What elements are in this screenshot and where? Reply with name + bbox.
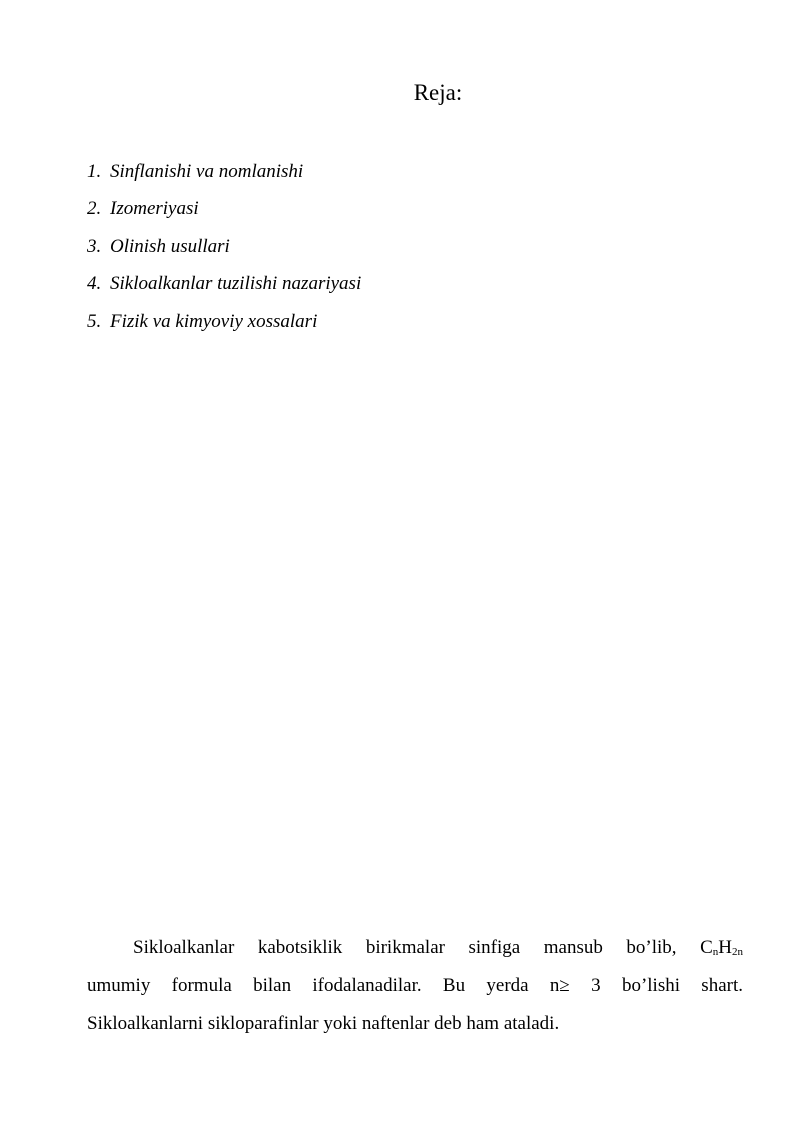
intro-line-1 bbox=[87, 929, 743, 967]
plan-item bbox=[87, 190, 361, 227]
plan-item-number: 3. bbox=[87, 235, 102, 257]
plan-item bbox=[87, 265, 361, 302]
page-title: Reja: bbox=[413, 80, 463, 105]
plan-item-text: Izomeriyasi bbox=[110, 198, 199, 220]
intro-paragraph bbox=[87, 929, 743, 1043]
plan-item-number: 1. bbox=[87, 161, 102, 182]
plan-item-text: Sinflanishi va nomlanishi bbox=[110, 161, 304, 182]
plan-item-number: 2. bbox=[87, 198, 102, 220]
plan-item bbox=[87, 303, 361, 340]
plan-list bbox=[87, 153, 361, 340]
plan-item bbox=[87, 228, 361, 265]
plan-item bbox=[87, 153, 361, 190]
plan-item-number: 5. bbox=[87, 310, 102, 332]
plan-item-text: Sikloalkanlar tuzilishi nazariyasi bbox=[110, 273, 362, 295]
general-formula: $C_nH_{2n}$ bbox=[700, 937, 744, 958]
plan-item-number: 4. bbox=[87, 273, 102, 295]
intro-line-1-text: Sikloalkanlar kabotsiklik birikmalar sinfiga mansub bo’lib, bbox=[133, 937, 677, 958]
plan-item-text: Fizik va kimyoviy xossalari bbox=[110, 310, 318, 332]
intro-line-2: umumiy formula bilan ifodalanadilar. Bu yerda n≥ 3 bo’lishi shart. bbox=[87, 975, 743, 996]
plan-item-text: Olinish usullari bbox=[110, 235, 230, 257]
intro-line-3: Sikloalkanlarni sikloparafinlar yoki naftenlar deb ham ataladi. bbox=[87, 1013, 560, 1034]
